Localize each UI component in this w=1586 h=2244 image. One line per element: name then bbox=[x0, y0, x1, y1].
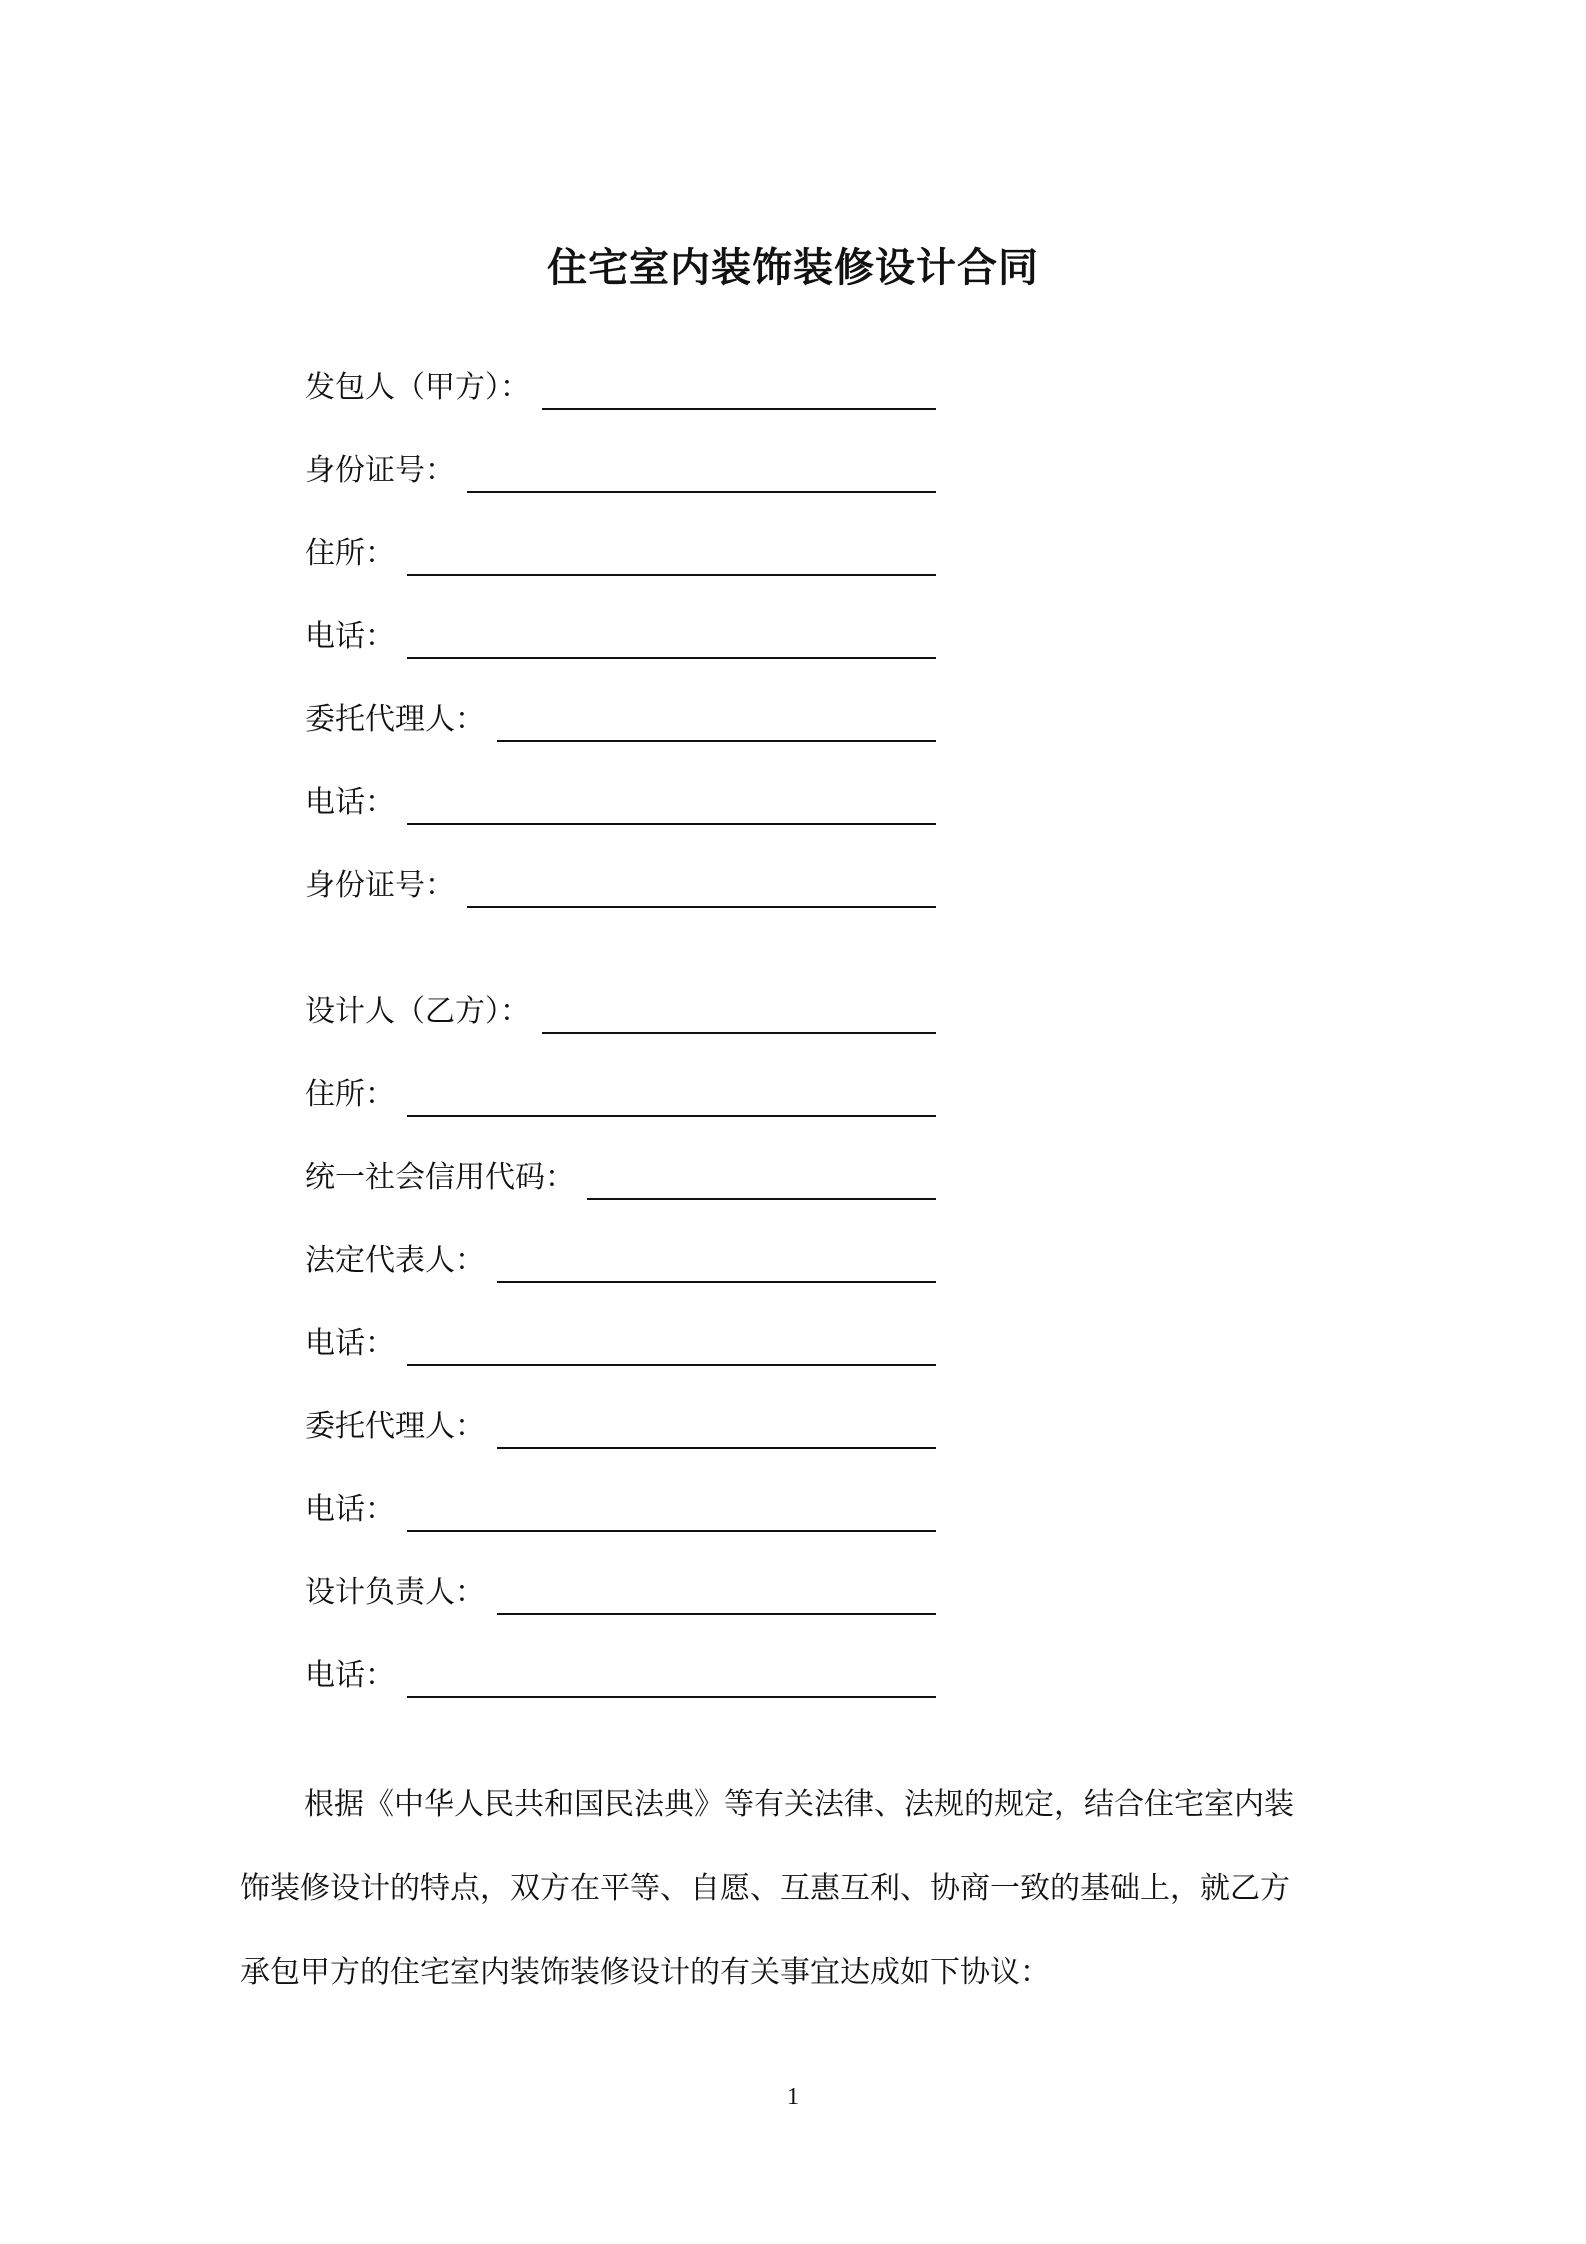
blank-line[interactable] bbox=[407, 1492, 936, 1532]
field-label: 法定代表人： bbox=[305, 1243, 485, 1278]
field-label: 电话： bbox=[305, 785, 395, 820]
blank-line[interactable] bbox=[542, 370, 936, 410]
field-label: 住所： bbox=[305, 1077, 395, 1112]
party-a-agent-id-field bbox=[305, 864, 936, 908]
paragraph-line: 饰装修设计的特点，双方在平等、自愿、互惠互利、协商一致的基础上，就乙方 bbox=[240, 1871, 1290, 1906]
blank-line[interactable] bbox=[407, 536, 936, 576]
blank-line[interactable] bbox=[497, 1243, 936, 1283]
field-label: 设计负责人： bbox=[305, 1575, 485, 1610]
party-b-legal-rep-field bbox=[305, 1239, 936, 1283]
party-a-id-field bbox=[305, 449, 936, 493]
contract-title: 住宅室内装饰装修设计合同 bbox=[547, 245, 1039, 291]
party-a-agent-phone-field bbox=[305, 781, 936, 825]
party-a-address-field bbox=[305, 532, 936, 576]
blank-line[interactable] bbox=[407, 1326, 936, 1366]
blank-line[interactable] bbox=[497, 702, 936, 742]
field-label: 统一社会信用代码： bbox=[305, 1160, 575, 1195]
party-a-agent-field bbox=[305, 698, 936, 742]
party-b-design-lead-phone-field bbox=[305, 1654, 936, 1698]
field-label: 发包人（甲方）： bbox=[305, 370, 530, 405]
field-label: 电话： bbox=[305, 1658, 395, 1693]
party-b-agent-field bbox=[305, 1405, 936, 1449]
field-label: 住所： bbox=[305, 536, 395, 571]
party-b-agent-phone-field bbox=[305, 1488, 936, 1532]
field-label: 电话： bbox=[305, 619, 395, 654]
blank-line[interactable] bbox=[407, 785, 936, 825]
paragraph-line: 承包甲方的住宅室内装饰装修设计的有关事宜达成如下协议： bbox=[240, 1955, 1050, 1990]
field-label: 委托代理人： bbox=[305, 1409, 485, 1444]
blank-line[interactable] bbox=[467, 868, 936, 908]
party-a-phone-field bbox=[305, 615, 936, 659]
field-label: 身份证号： bbox=[305, 453, 455, 488]
blank-line[interactable] bbox=[467, 453, 936, 493]
field-label: 电话： bbox=[305, 1492, 395, 1527]
party-b-address-field bbox=[305, 1073, 936, 1117]
party-b-design-lead-field bbox=[305, 1571, 936, 1615]
blank-line[interactable] bbox=[407, 1658, 936, 1698]
party-b-designer-field bbox=[305, 990, 936, 1034]
preamble-paragraph bbox=[240, 1763, 1350, 2015]
blank-line[interactable] bbox=[587, 1160, 936, 1200]
field-label: 委托代理人： bbox=[305, 702, 485, 737]
party-b-credit-code-field bbox=[305, 1156, 936, 1200]
party-a-contractor-field bbox=[305, 366, 936, 410]
field-label: 身份证号： bbox=[305, 868, 455, 903]
paragraph-line: 根据《中华人民共和国民法典》等有关法律、法规的规定，结合住宅室内装 bbox=[304, 1787, 1294, 1822]
field-label: 电话： bbox=[305, 1326, 395, 1361]
blank-line[interactable] bbox=[407, 1077, 936, 1117]
blank-line[interactable] bbox=[407, 619, 936, 659]
party-b-phone-field bbox=[305, 1322, 936, 1366]
page-number: 1 bbox=[787, 2084, 799, 2110]
field-label: 设计人（乙方）： bbox=[305, 994, 530, 1029]
blank-line[interactable] bbox=[497, 1575, 936, 1615]
blank-line[interactable] bbox=[542, 994, 936, 1034]
blank-line[interactable] bbox=[497, 1409, 936, 1449]
